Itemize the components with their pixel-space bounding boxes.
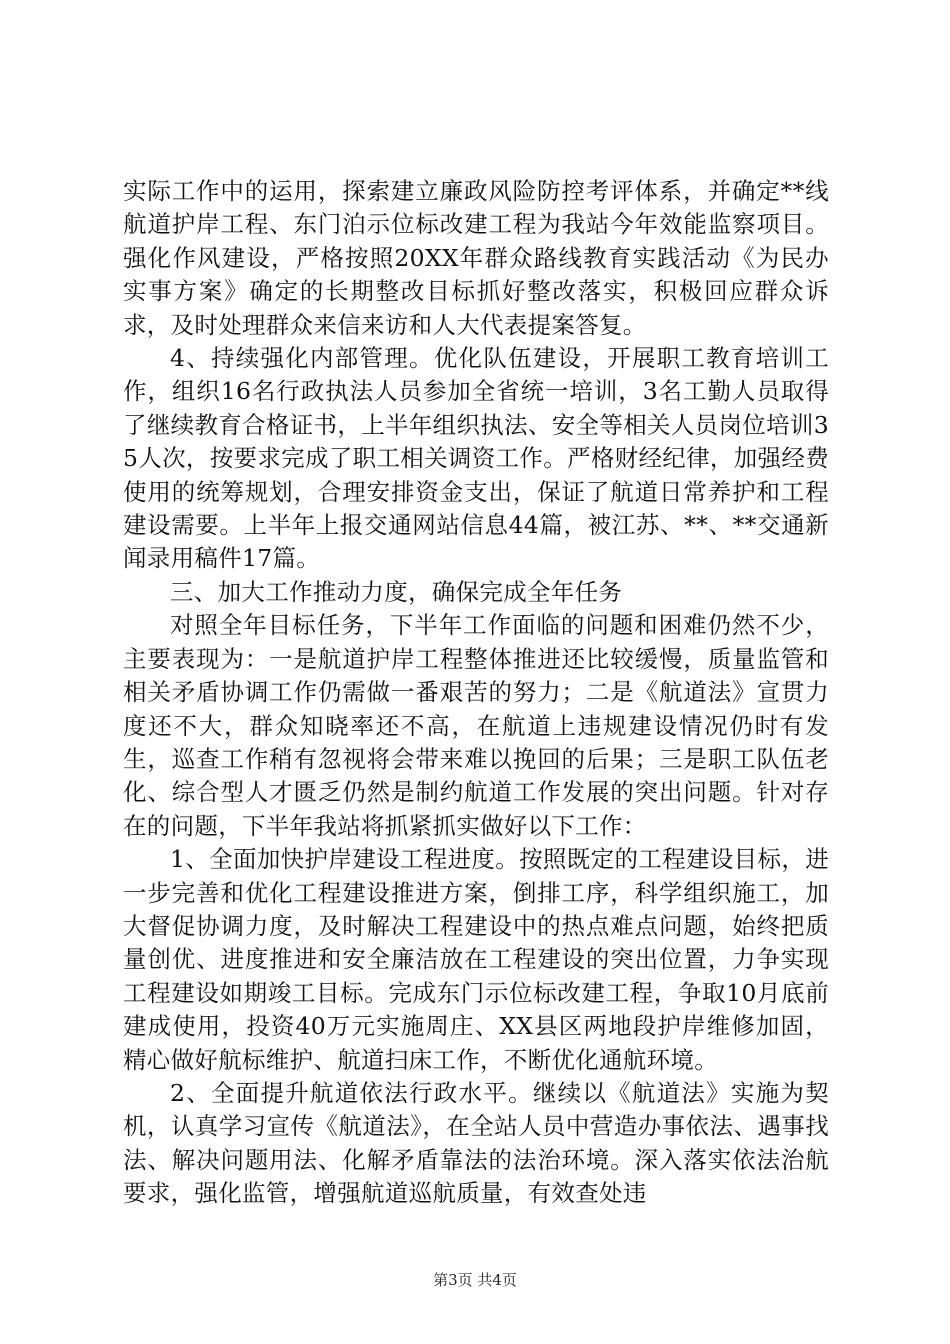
- section-heading-three: 三、加大工作推动力度，确保完成全年任务: [170, 577, 623, 606]
- document-body: [123, 175, 829, 1211]
- page-footer: 第3页 共4页: [433, 1271, 517, 1289]
- paragraph-internal-management: 4、持续强化内部管理。优化队伍建设，开展职工教育培训工作，组织16名行政执法人员参加全省统一培训，3名工勤人员取得了继续教育合格证书，上半年组织执法、安全等相关人员岗位培训35人次，按要求完成了职工相关调资工作。严格财经纪律，加强经费使用的统筹规划，合理安排资金支出，保证了航道日常养护和工程建设需要。上半年上报交通网站信息44篇，被江苏、**、**交通新闻录用稿件17篇。: [123, 344, 829, 573]
- paragraph-problems: 对照全年目标任务，下半年工作面临的问题和困难仍然不少，主要表现为：一是航道护岸工程整体推进还比较缓慢，质量监管和相关矛盾协调工作仍需做一番艰苦的努力；二是《航道法》宣贯力度还不大，群众知晓率还不高，在航道上违规建设情况仍时有发生，巡查工作稍有忽视将会带来难以挽回的后果；三是职工队伍老化、综合型人才匮乏仍然是制约航道工作发展的突出问题。针对存在的问题，下半年我站将抓紧抓实做好以下工作：: [123, 611, 829, 840]
- paragraph-continuation: 实际工作中的运用，探索建立廉政风险防控考评体系，并确定**线航道护岸工程、东门泊示位标改建工程为我站今年效能监察项目。强化作风建设，严格按照20XX年群众路线教育实践活动《为民办实事方案》确定的长期整改目标抓好整改落实，积极回应群众诉求，及时处理群众来信来访和人大代表提案答复。: [123, 177, 829, 339]
- paragraph-revetment-progress: 1、全面加快护岸建设工程进度。按照既定的工程建设目标，进一步完善和优化工程建设推进方案，倒排工序，科学组织施工，加大督促协调力度，及时解决工程建设中的热点难点问题，始终把质量创优、进度推进和安全廉洁放在工程建设的突出位置，力争实现工程建设如期竣工目标。完成东门示位标改建工程，争取10月底前建成使用，投资40万元实施周庄、XX县区两地段护岸维修加固，精心做好航标维护、航道扫床工作，不断优化通航环境。: [123, 845, 829, 1074]
- paragraph-law-administration: 2、全面提升航道依法行政水平。继续以《航道法》实施为契机，认真学习宣传《航道法》，在全站人员中营造办事依法、遇事找法、解决问题用法、化解矛盾靠法的法治环境。深入落实依法治航要求，强化监管，增强航道巡航质量，有效查处违: [123, 1078, 829, 1208]
